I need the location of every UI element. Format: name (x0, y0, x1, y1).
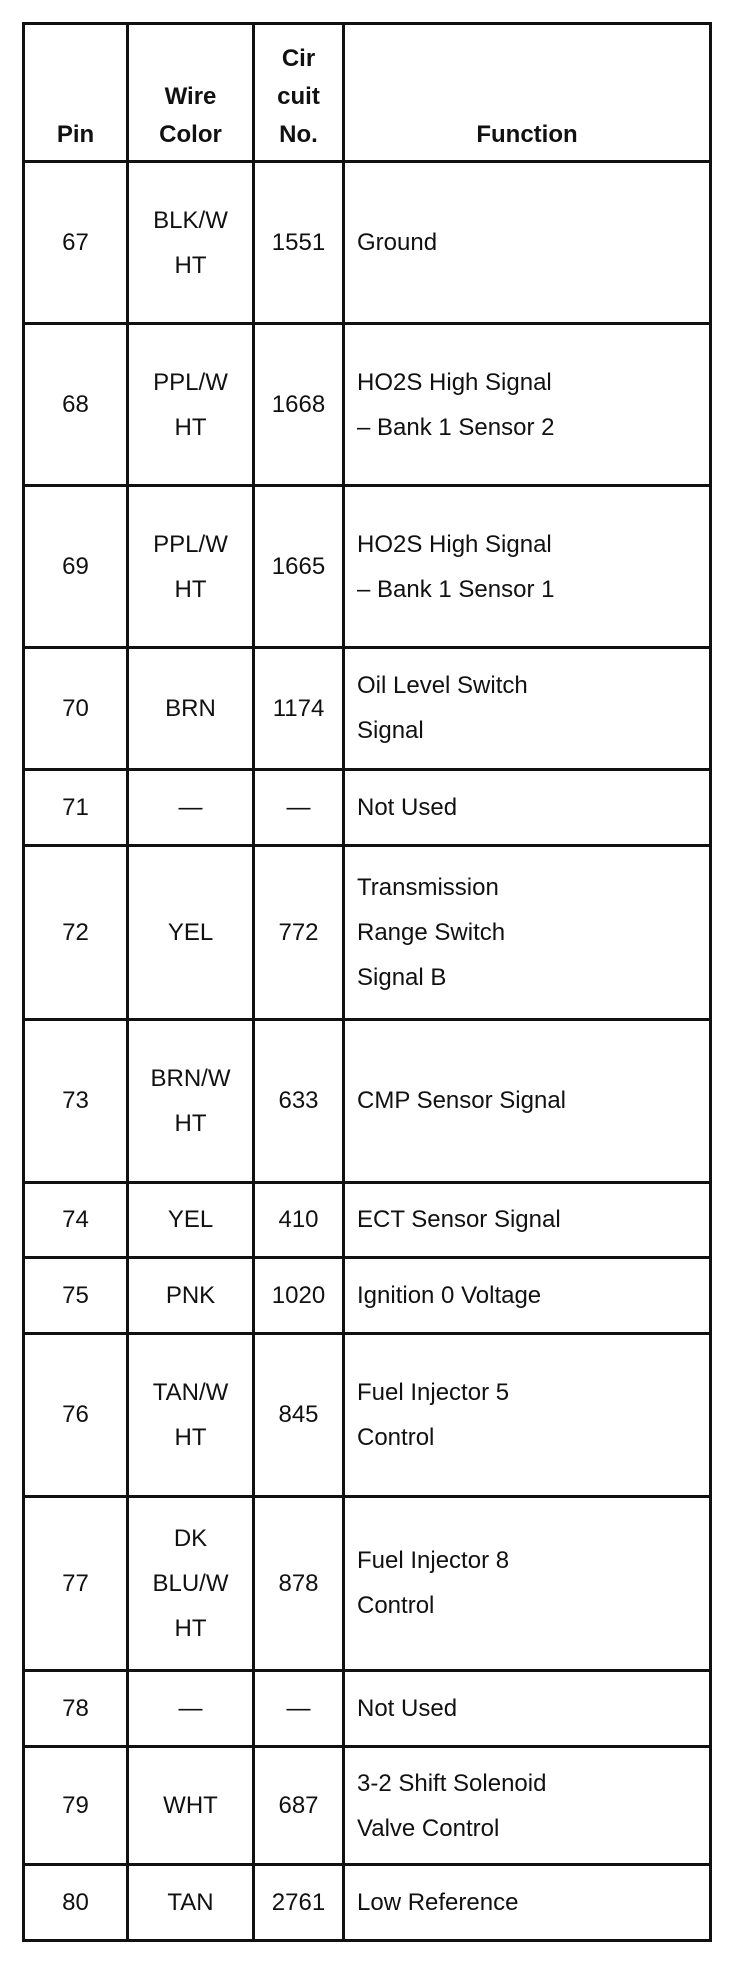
circuit-number-cell: 687 (254, 1747, 344, 1865)
function-cell: Fuel Injector 8 Control (344, 1496, 711, 1671)
function-cell: Not Used (344, 769, 711, 845)
wire-color-cell: WHT (128, 1747, 254, 1865)
table-row (24, 1864, 711, 1940)
pin-cell: 68 (24, 324, 128, 486)
function-cell: Not Used (344, 1671, 711, 1747)
circuit-number-cell: 1174 (254, 648, 344, 770)
header-row (24, 24, 711, 162)
table-row (24, 769, 711, 845)
function-cell: HO2S High Signal – Bank 1 Sensor 1 (344, 486, 711, 648)
circuit-number-cell: — (254, 1671, 344, 1747)
table-body (24, 162, 711, 1941)
circuit-number-cell: — (254, 769, 344, 845)
wire-color-cell: BRN/W HT (128, 1020, 254, 1182)
table-wrapper (22, 22, 712, 1942)
function-cell: HO2S High Signal – Bank 1 Sensor 2 (344, 324, 711, 486)
pin-cell: 74 (24, 1182, 128, 1258)
function-cell: Transmission Range Switch Signal B (344, 845, 711, 1020)
pin-cell: 72 (24, 845, 128, 1020)
wire-color-cell: TAN (128, 1864, 254, 1940)
circuit-number-cell: 772 (254, 845, 344, 1020)
wire-color-cell: YEL (128, 1182, 254, 1258)
pin-cell: 69 (24, 486, 128, 648)
wire-color-cell: PPL/W HT (128, 324, 254, 486)
circuit-number-cell: 845 (254, 1334, 344, 1496)
circuit-number-cell: 1551 (254, 162, 344, 324)
circuit-number-cell: 1665 (254, 486, 344, 648)
table-row (24, 845, 711, 1020)
table-row (24, 486, 711, 648)
function-cell: Low Reference (344, 1864, 711, 1940)
table-row (24, 1334, 711, 1496)
wire-color-cell: — (128, 769, 254, 845)
function-cell: 3-2 Shift Solenoid Valve Control (344, 1747, 711, 1865)
table-row (24, 1182, 711, 1258)
pin-cell: 70 (24, 648, 128, 770)
pin-table (22, 22, 712, 1942)
circuit-number-cell: 1668 (254, 324, 344, 486)
wire-color-cell: DK BLU/W HT (128, 1496, 254, 1671)
pin-cell: 75 (24, 1258, 128, 1334)
wire-color-cell: BLK/W HT (128, 162, 254, 324)
circuit-number-cell: 633 (254, 1020, 344, 1182)
table-row (24, 1496, 711, 1671)
header-circuit-no: Cir cuit No. (254, 24, 344, 162)
function-cell: Ground (344, 162, 711, 324)
table-row (24, 1671, 711, 1747)
header-wire-color: Wire Color (128, 24, 254, 162)
wire-color-cell: PNK (128, 1258, 254, 1334)
pin-cell: 80 (24, 1864, 128, 1940)
circuit-number-cell: 410 (254, 1182, 344, 1258)
wire-color-cell: PPL/W HT (128, 486, 254, 648)
table-row (24, 648, 711, 770)
circuit-number-cell: 878 (254, 1496, 344, 1671)
wire-color-cell: TAN/W HT (128, 1334, 254, 1496)
table-row (24, 162, 711, 324)
function-cell: ECT Sensor Signal (344, 1182, 711, 1258)
pin-cell: 78 (24, 1671, 128, 1747)
pin-cell: 71 (24, 769, 128, 845)
table-row (24, 1020, 711, 1182)
pin-cell: 79 (24, 1747, 128, 1865)
function-cell: Ignition 0 Voltage (344, 1258, 711, 1334)
pin-cell: 67 (24, 162, 128, 324)
function-cell: CMP Sensor Signal (344, 1020, 711, 1182)
header-function: Function (344, 24, 711, 162)
function-cell: Oil Level Switch Signal (344, 648, 711, 770)
header-pin: Pin (24, 24, 128, 162)
wire-color-cell: — (128, 1671, 254, 1747)
wire-color-cell: BRN (128, 648, 254, 770)
table-row (24, 1258, 711, 1334)
table-row (24, 324, 711, 486)
table-row (24, 1747, 711, 1865)
pin-cell: 77 (24, 1496, 128, 1671)
circuit-number-cell: 2761 (254, 1864, 344, 1940)
circuit-number-cell: 1020 (254, 1258, 344, 1334)
function-cell: Fuel Injector 5 Control (344, 1334, 711, 1496)
pin-cell: 76 (24, 1334, 128, 1496)
pin-cell: 73 (24, 1020, 128, 1182)
wire-color-cell: YEL (128, 845, 254, 1020)
